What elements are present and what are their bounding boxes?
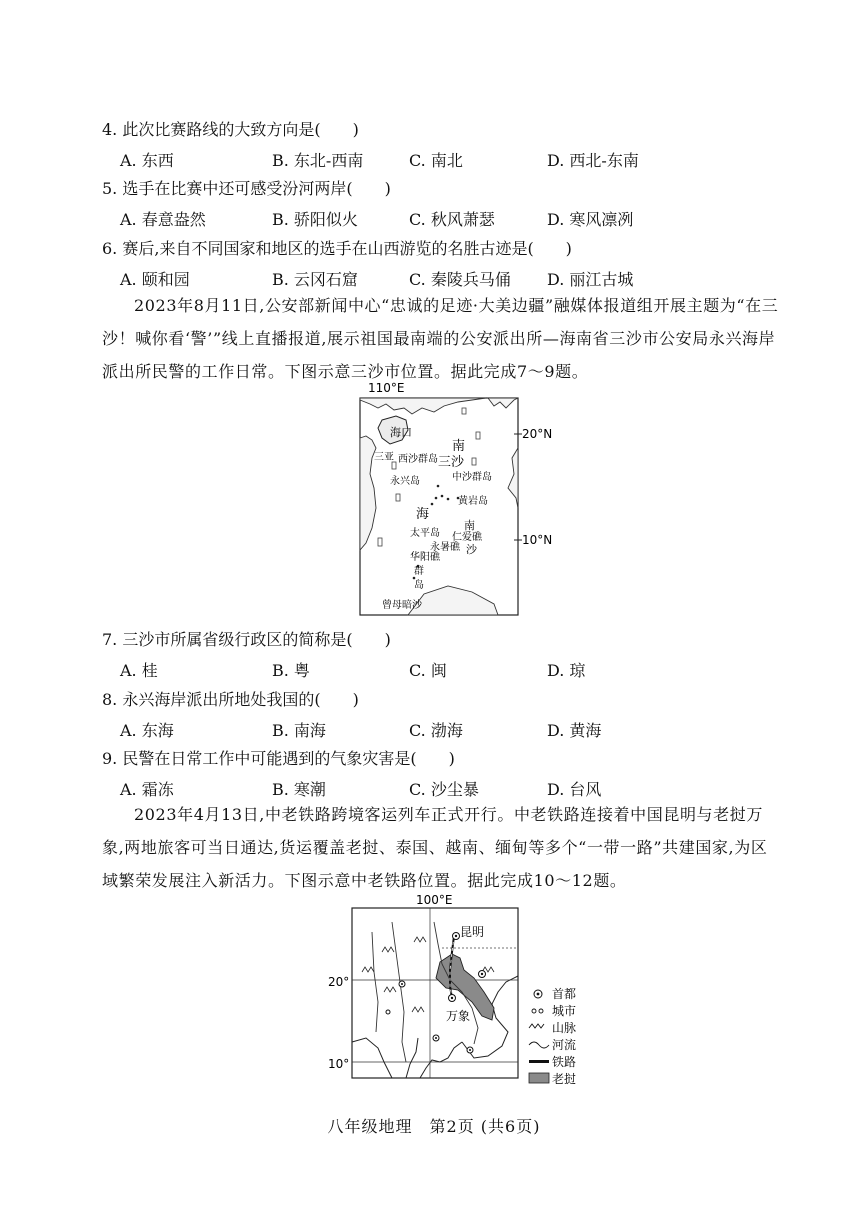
map2-lat-20: 20°	[328, 975, 350, 989]
map2-legend	[529, 986, 576, 1086]
q9-option-a[interactable]: A. 霜冻	[120, 780, 174, 799]
question-4-stem: 4. 此次比赛路线的大致方向是( )	[102, 120, 359, 139]
label-nan2: 南	[464, 519, 475, 532]
passage-railway: 2023年4月13日,中老铁路跨境客运列车正式开行。中老铁路连接着中国昆明与老挝万象,两地旅客可当日通达,货运覆盖老挝、泰国、越南、缅甸等多个“一带一路”共建国家,为区域繁荣发展注入新活力。下图示意中老铁路位置。据此完成10～12题。	[102, 805, 768, 890]
label-sansha: 三沙	[438, 455, 465, 470]
label-renai: 仁爱礁	[452, 532, 482, 543]
passage-sansha: 2023年8月11日,公安部新闻中心“忠诚的足迹·大美边疆”融媒体报道组开展主题为“在三沙！喊你看‘警’”线上直播报道,展示祖国最南端的公安派出所—海南省三沙市公安局永兴海岸派出所民警的工作日常。下图示意三沙市位置。据此完成7～9题。	[102, 296, 779, 381]
map1-lat-10: 10°N	[522, 533, 553, 547]
label-huangyan: 黄岩岛	[458, 496, 488, 507]
q6-option-d[interactable]: D. 丽江古城	[547, 270, 634, 289]
q5-option-d[interactable]: D. 寒风凛冽	[547, 210, 634, 229]
q5-option-c[interactable]: C. 秋风萧瑟	[409, 210, 495, 229]
q7-option-a[interactable]: A. 桂	[120, 661, 158, 680]
map2-lat-10: 10°	[328, 1057, 350, 1071]
map2-lon-label: 100°E	[416, 893, 453, 907]
label-nan1: 南	[452, 439, 466, 454]
q8-option-b[interactable]: B. 南海	[272, 721, 326, 740]
label-kunming: 昆明	[460, 925, 485, 939]
q9-option-b[interactable]: B. 寒潮	[272, 780, 326, 799]
legend-river-icon	[529, 1042, 549, 1048]
label-hai: 海	[416, 507, 430, 522]
q9-option-c[interactable]: C. 沙尘暴	[409, 780, 479, 799]
q6-option-c[interactable]: C. 秦陵兵马俑	[409, 270, 511, 289]
question-6-stem: 6. 赛后,来自不同国家和地区的选手在山西游览的名胜古迹是( )	[102, 239, 572, 258]
legend-river: 河流	[552, 1038, 577, 1052]
map1-lat-20: 20°N	[522, 427, 553, 441]
map1-lon-label: 110°E	[368, 381, 405, 395]
q8-option-a[interactable]: A. 东海	[120, 721, 174, 740]
china-laos-railway-map	[322, 892, 602, 1092]
city-marker	[386, 1010, 390, 1014]
q6-option-a[interactable]: A. 颐和园	[120, 270, 190, 289]
q5-option-a[interactable]: A. 春意盎然	[120, 210, 206, 229]
q4-option-d[interactable]: D. 西北-东南	[547, 151, 639, 170]
legend-mountain: 山脉	[552, 1021, 577, 1035]
q9-option-d[interactable]: D. 台风	[547, 780, 602, 799]
q4-option-b[interactable]: B. 东北-西南	[272, 151, 364, 170]
q7-option-b[interactable]: B. 粤	[272, 661, 310, 680]
q5-option-b[interactable]: B. 骄阳似火	[272, 210, 358, 229]
label-qun: 群	[414, 566, 424, 577]
q7-option-d[interactable]: D. 琼	[547, 661, 586, 680]
legend-city-icon	[532, 1009, 536, 1013]
q6-option-b[interactable]: B. 云冈石窟	[272, 270, 358, 289]
q7-option-c[interactable]: C. 闽	[409, 661, 447, 680]
label-haikou: 海口	[390, 426, 412, 439]
legend-capital: 首都	[552, 987, 577, 1001]
label-xisha: 西沙群岛	[398, 454, 438, 465]
q4-option-a[interactable]: A. 东西	[120, 151, 174, 170]
legend-laos-icon	[529, 1073, 549, 1083]
label-taiping: 太平岛	[410, 528, 440, 539]
label-sha: 沙	[466, 543, 477, 556]
q8-option-c[interactable]: C. 渤海	[409, 721, 463, 740]
legend-mountain-icon	[529, 1024, 544, 1028]
q4-option-c[interactable]: C. 南北	[409, 151, 463, 170]
label-sanya: 三亚	[374, 452, 394, 463]
label-yongshu: 永暑礁	[430, 542, 460, 553]
label-huayang: 华阳礁	[410, 552, 440, 563]
question-8-stem: 8. 永兴海岸派出所地处我国的( )	[102, 690, 359, 709]
legend-laos: 老挝	[552, 1072, 577, 1086]
question-5-stem: 5. 选手在比赛中还可感受汾河两岸( )	[102, 179, 391, 198]
question-7-stem: 7. 三沙市所属省级行政区的简称是( )	[102, 630, 391, 649]
label-dao: 岛	[414, 580, 424, 591]
legend-railway: 铁路	[552, 1055, 577, 1069]
label-wanxiang: 万象	[446, 1009, 471, 1023]
page-footer: 八年级地理 第2页 (共6页)	[327, 1117, 541, 1136]
label-yongxing: 永兴岛	[390, 476, 420, 487]
label-zengmu: 曾母暗沙	[382, 600, 422, 611]
legend-railway-icon	[529, 1060, 549, 1063]
sansha-location-map	[348, 378, 553, 618]
legend-city: 城市	[552, 1004, 577, 1018]
label-zhongsha: 中沙群岛	[452, 472, 492, 483]
question-9-stem: 9. 民警在日常工作中可能遇到的气象灾害是( )	[102, 749, 455, 768]
q8-option-d[interactable]: D. 黄海	[547, 721, 602, 740]
